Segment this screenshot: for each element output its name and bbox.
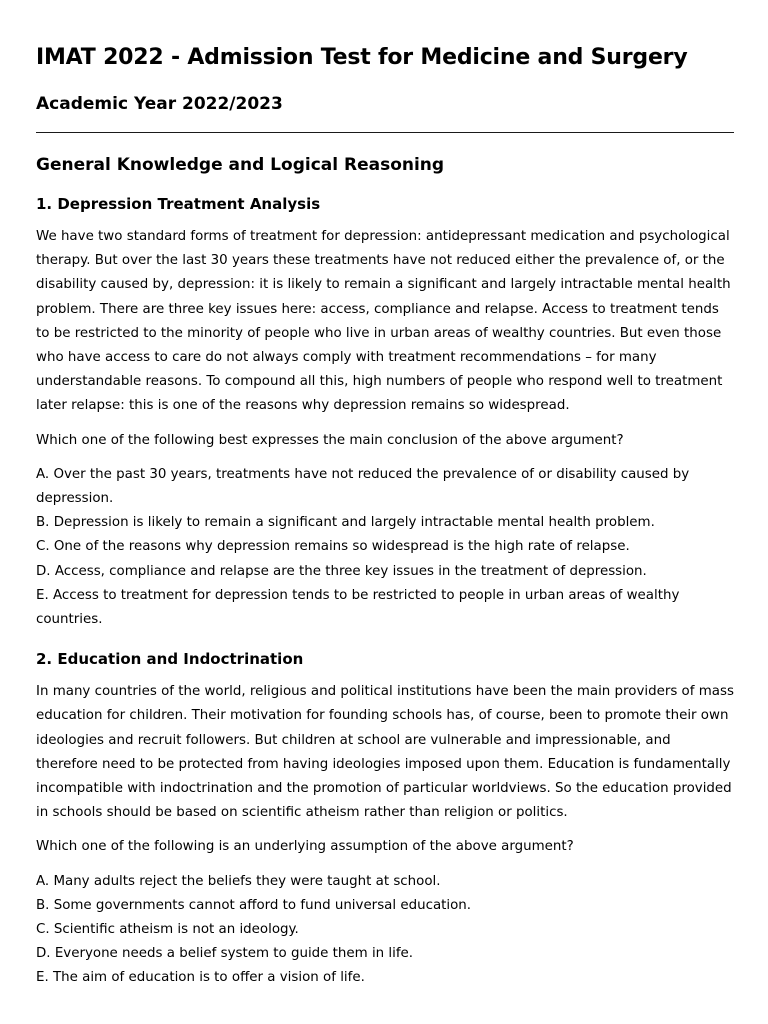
answer-option-e: E. The aim of education is to offer a vision of life. [36, 970, 365, 986]
answer-option-d: D. Access, compliance and relapse are the three key issues in the treatment of depression. [36, 563, 647, 579]
document-title: IMAT 2022 - Admission Test for Medicine and Surgery [36, 45, 688, 70]
answer-option-c: C. One of the reasons why depression remains so widespread is the high rate of relapse. [36, 539, 630, 555]
answer-option-c: C. Scientific atheism is not an ideology. [36, 922, 299, 938]
answer-option-b: B. Depression is likely to remain a significant and largely intractable mental health problem. [36, 515, 655, 531]
academic-year: Academic Year 2022/2023 [36, 94, 283, 114]
question-title: 2. Education and Indoctrination [36, 650, 304, 669]
question-passage: In many countries of the world, religious and political institutions have been the main providers of mass education for children. Their motivation for founding schools has, of course, been to promote their own ideologies and recruit followers. But children at school are vulnerable and impressionable, and therefore need to be protected from having ideologies imposed upon them. Education is fundamentally incompatible with indoctrination and the promotion of particular worldviews. So the education provided in schools should be based on scientific atheism rather than religion or politics. [36, 684, 734, 821]
answer-option-e: E. Access to treatment for depression tends to be restricted to people in urban areas of wealthy countries. [36, 587, 680, 628]
answer-options [36, 463, 734, 632]
header-divider [36, 132, 734, 133]
question-prompt: Which one of the following is an underlying assumption of the above argument? [36, 839, 574, 855]
answer-option-b: B. Some governments cannot afford to fund universal education. [36, 897, 472, 913]
answer-option-d: D. Everyone needs a belief system to guide them in life. [36, 946, 414, 962]
question-title: 1. Depression Treatment Analysis [36, 195, 321, 213]
question-2 [36, 646, 734, 990]
section-title: General Knowledge and Logical Reasoning [36, 155, 445, 175]
question-prompt: Which one of the following best expresses the main conclusion of the above argument? [36, 432, 624, 448]
answer-option-a: A. Over the past 30 years, treatments have not reduced the prevalence of or disability caused by depression. [36, 466, 690, 507]
answer-option-a: A. Many adults reject the beliefs they were taught at school. [36, 873, 441, 889]
answer-options [36, 870, 734, 991]
question-passage: We have two standard forms of treatment for depression: antidepressant medication and psychological therapy. But over the last 30 years these treatments have not reduced either the prevalence of, or the disability caused by, depression: it is likely to remain a significant and largely intractable mental health problem. There are three key issues here: access, compliance and relapse. Access to treatment tends to be restricted to the minority of people who live in urban areas of wealthy countries. But even those who have access to care do not always comply with treatment recommendations – for many understandable reasons. To compound all this, high numbers of people who respond well to treatment later relapse: this is one of the reasons why depression remains so widespread. [36, 229, 731, 414]
question-1 [36, 191, 734, 632]
